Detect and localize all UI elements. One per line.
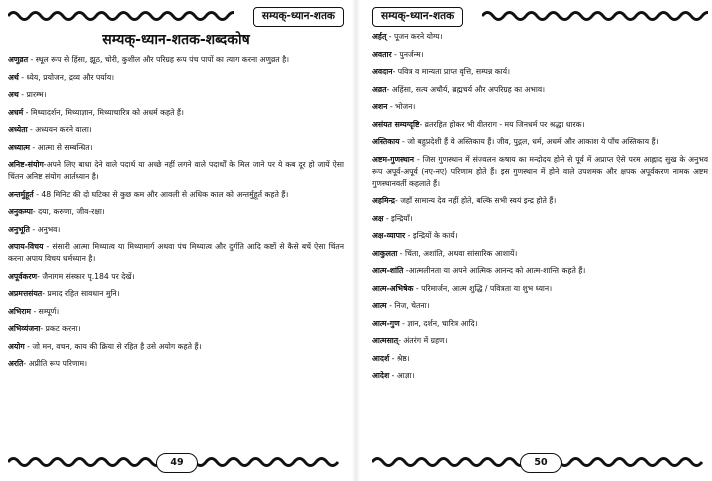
- glossary-entry: [8, 72, 344, 84]
- entry-definition: - सम्पूर्ण।: [31, 306, 60, 316]
- glossary-entry: [8, 89, 344, 101]
- entry-definition: - प्रकट करना।: [40, 324, 81, 334]
- page-number: 49: [156, 453, 198, 473]
- entry-term: अथ: [8, 90, 19, 99]
- entry-term: आकुलता: [372, 248, 398, 258]
- glossary-entry: [372, 119, 708, 131]
- glossary-entry: [372, 154, 708, 191]
- book-gutter: [352, 0, 360, 481]
- glossary-entry: [372, 265, 708, 277]
- entry-term: अध्येता: [8, 125, 28, 134]
- entry-definition: - निज, चेतना।: [386, 301, 430, 311]
- page-number: 50: [520, 453, 562, 473]
- entry-term: अशन: [372, 102, 388, 111]
- entry-term: अनुभूति: [8, 224, 30, 234]
- entry-definition: -आत्मलीनता या अपने आत्मिक आनन्द को आत्म-शान्ति कहते हैं।: [403, 266, 586, 276]
- entry-definition: - दया, करुणा, जीव-रक्षा।: [32, 207, 105, 217]
- entry-definition: - जो बहुप्रदेशी हैं वे अस्तिकाय हैं। जीव, पुद्गल, धर्म, अधर्म और आकाश ये पाँच अस्तिकाय हैं।: [399, 137, 659, 146]
- entry-term: अभिराम: [8, 306, 32, 316]
- entry-definition: - जैनागम संस्कार पृ.184 पर देखें।: [37, 271, 135, 281]
- glossary-entry: [8, 306, 344, 318]
- entry-definition: - श्रेष्ठ।: [389, 353, 410, 363]
- glossary-entry: [372, 318, 708, 330]
- glossary-entry: [8, 189, 344, 201]
- entry-term: अक्ष-व्यापार: [372, 231, 406, 241]
- glossary-entry: [372, 230, 708, 242]
- glossary-list: [8, 54, 344, 376]
- entry-definition: - अंतरंग में ग्रहण।: [398, 336, 448, 346]
- entry-term: अव्रत: [372, 84, 387, 94]
- glossary-entry: [8, 142, 344, 154]
- entry-term: अहमिन्द्र: [372, 196, 396, 206]
- glossary-entry: [372, 49, 708, 61]
- entry-definition: - ध्येय, प्रयोजन, द्रव्य और पर्याय।: [18, 72, 115, 82]
- glossary-entry: [372, 195, 708, 207]
- entry-term: अनिष्ट-संयोग: [8, 160, 44, 169]
- entry-definition: - जहाँ सामान्य देव नहीं होते, बल्कि सभी स्वयं इन्द्र होते हैं।: [395, 196, 557, 206]
- page-header: [8, 6, 344, 28]
- entry-term: आदर्श: [372, 353, 390, 363]
- entry-term: अवदान: [372, 67, 393, 76]
- entry-term: अन्तर्मुहूर्त: [8, 189, 34, 199]
- entry-term: अप्रमत्तसंयत: [8, 289, 43, 299]
- entry-term: अर्हत्: [372, 32, 387, 41]
- glossary-entry: [8, 107, 344, 119]
- entry-definition: - आज्ञा।: [389, 371, 415, 381]
- entry-term: असंयत सम्यग्दृष्टि: [372, 119, 420, 129]
- entry-term: आदेश: [372, 371, 390, 381]
- entry-definition: - इन्द्रियों के कार्य।: [405, 231, 458, 241]
- entry-definition: - चिंता, अशांति, अथवा सांसारिक आशायें।: [397, 248, 518, 258]
- wave-border-ornament: [8, 8, 234, 24]
- entry-definition: - अहिंसा, सत्य अचौर्य, ब्रह्मचर्य और अपरिग्रह का अभाव।: [386, 84, 546, 94]
- entry-definition: - इन्द्रियाँ।: [383, 213, 413, 223]
- left-page: [8, 0, 344, 481]
- entry-definition: - पूजन करने योग्य।: [386, 32, 443, 41]
- entry-term: अयोग: [8, 341, 25, 351]
- entry-term: आत्म: [372, 301, 387, 311]
- entry-term: अस्तिकाय: [372, 137, 400, 146]
- glossary-entry: [372, 213, 708, 225]
- entry-definition: - पवित्र व मान्यता प्राप्त वृत्ति, सम्पन्न कार्य।: [392, 67, 511, 76]
- entry-definition: - व्रतरहित होकर भी वीतराग - मय जिनधर्म पर श्रद्धा धारक।: [419, 119, 585, 129]
- entry-definition: - परिमार्जन, आत्म शुद्धि / पवित्रता या शुभ ध्यान।: [413, 283, 553, 293]
- glossary-entry: [8, 206, 344, 218]
- glossary-entry: [8, 54, 344, 66]
- glossary-entry: [372, 283, 708, 295]
- entry-definition: - 48 मिनिट की दो घटिका से कुछ कम और आवली से अधिक काल को अन्तर्मुहूर्त कहते हैं।: [33, 189, 289, 199]
- entry-term: अनुकम्पा: [8, 207, 33, 217]
- entry-term: आत्म-शांति: [372, 266, 404, 276]
- glossary-entry: [372, 248, 708, 260]
- glossary-entry: [8, 241, 344, 265]
- glossary-entry: [8, 271, 344, 283]
- glossary-entry: [372, 353, 708, 365]
- entry-definition: - भोजन।: [387, 102, 416, 111]
- entry-term: अणुव्रत: [8, 55, 29, 64]
- glossary-entry: [372, 300, 708, 312]
- glossary-entry: [372, 335, 708, 347]
- right-page: [372, 0, 708, 481]
- entry-term: अध्यात्म: [8, 142, 30, 152]
- entry-definition: - मिथ्यादर्शन, मिथ्याज्ञान, मिथ्याचारित्र को अधर्म कहते हैं।: [23, 107, 184, 117]
- header-title: सम्यक्-ध्यान-शतक: [253, 7, 344, 27]
- entry-term: अपूर्वकरण: [8, 271, 38, 281]
- entry-definition: - जिस गुणस्थान में संज्वलन कषाय का मन्दोदय होने से पूर्व में अप्राप्त ऐसे परम आह्लाद सुख के अनुभव रूप अपूर्व-अपूर्व (नए-नए) परिणाम होते हैं। इस गुणस्थान में होने वाले उपशमक और क्षपक अपूर्वकरण नामक अष्टम गुणस्थानवर्ती कहलाते हैं।: [372, 154, 708, 188]
- entry-term: अक्ष: [372, 213, 384, 223]
- entry-definition: - अध्ययन करने वाला।: [27, 125, 92, 134]
- glossary-entry: [372, 84, 708, 96]
- entry-term: अभिव्यंजना: [8, 324, 41, 334]
- glossary-entry: [372, 66, 708, 78]
- glossary-entry: [8, 288, 344, 300]
- entry-definition: -अपने लिए बाधा देने वाले पदार्थ या अच्छे नहीं लगने वाले पदार्थों के मिल जाने पर ये कब दूर हो जायें ऐसा चिंतन अनिष्ट संयोग आर्तध्यान है।: [8, 160, 344, 182]
- entry-term: आत्म-अभिषेक: [372, 283, 414, 293]
- glossary-entry: [8, 159, 344, 183]
- entry-definition: - प्रमाद रहित सावधान मुनि।: [42, 289, 120, 299]
- entry-term: आत्मसात्: [372, 336, 399, 346]
- entry-term: अर्थ: [8, 72, 19, 82]
- glossary-entry: [8, 224, 344, 236]
- entry-definition: - अनुभव।: [29, 224, 61, 234]
- entry-term: आत्म-गुण: [372, 318, 400, 328]
- page-footer: [8, 452, 344, 474]
- entry-definition: - प्रारम्भ।: [18, 90, 47, 99]
- glossary-entry: [372, 101, 708, 113]
- entry-term: अधर्म: [8, 107, 24, 117]
- entry-definition: - स्थूल रूप से हिंसा, झूठ, चोरी, कुशील और परिग्रह रूप पंच पापों का त्याग करना अणुव्रत है।: [28, 55, 290, 64]
- page-header: [372, 6, 708, 28]
- wave-border-ornament: [482, 8, 708, 24]
- glossary-list: [372, 31, 708, 388]
- entry-definition: - जो मन, वचन, काय की क्रिया से रहित है उसे अयोग कहते हैं।: [24, 341, 202, 351]
- page-footer: [372, 452, 708, 474]
- entry-definition: - पुनर्जन्म।: [391, 49, 424, 59]
- glossary-entry: [8, 323, 344, 335]
- entry-term: अष्टम-गुणस्थान: [372, 154, 415, 164]
- header-title: सम्यक्-ध्यान-शतक: [372, 7, 463, 27]
- glossary-title: सम्यक्-ध्यान-शतक-शब्दकोष: [102, 32, 250, 48]
- glossary-entry: [372, 136, 708, 148]
- glossary-entry: [372, 370, 708, 382]
- glossary-entry: [8, 124, 344, 136]
- entry-term: अपाय-विचय: [8, 242, 44, 252]
- entry-term: अरति: [8, 359, 24, 369]
- entry-definition: - आत्मा से सम्बन्धित।: [29, 142, 93, 152]
- glossary-entry: [8, 358, 344, 370]
- glossary-entry: [372, 31, 708, 43]
- entry-definition: - ज्ञान, दर्शन, चारित्र आदि।: [399, 318, 478, 328]
- entry-definition: - संसारी आत्मा मिथ्यात्व या मिथ्यामार्ग अथवा पंच मिथ्यात्व और दुर्गति आदि कष्टों से कैसे बचें ऐसा चिंतन करना अपाय विचय धर्मध्यान है।: [8, 242, 344, 264]
- glossary-entry: [8, 341, 344, 353]
- entry-term: अवतार: [372, 49, 392, 59]
- entry-definition: - अप्रीति रूप परिणाम।: [23, 359, 88, 369]
